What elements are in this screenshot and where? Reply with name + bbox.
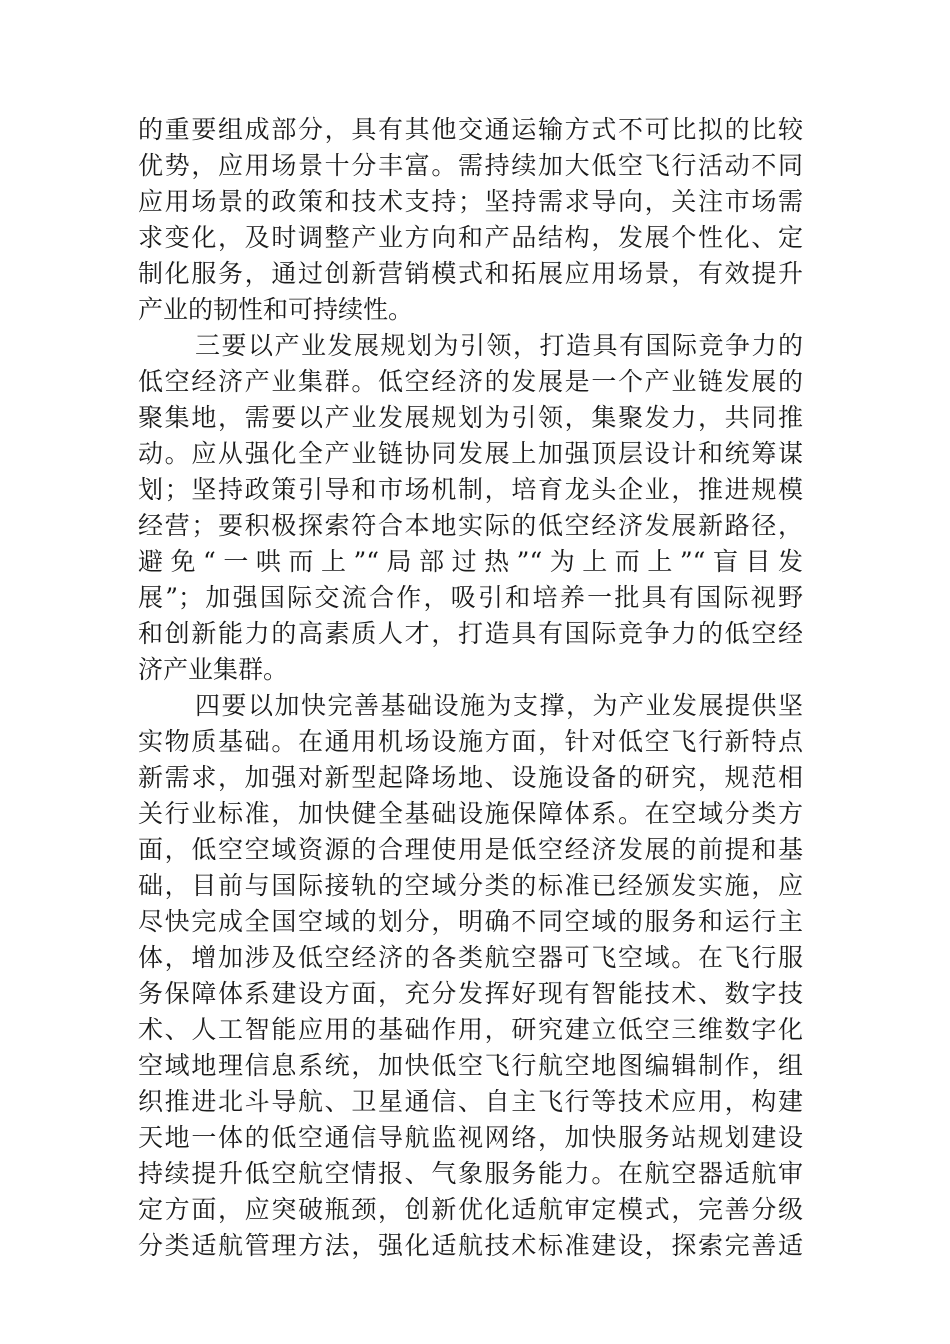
text-line: 经营；要积极探索符合本地实际的低空经济发展新路径， [138,511,803,540]
text-line: 体，增加涉及低空经济的各类航空器可飞空域。在飞行服 [138,943,803,972]
text-line: 关行业标准，加快健全基础设施保障体系。在空域分类方 [138,799,803,828]
text-line: 定方面，应突破瓶颈，创新优化适航审定模式，完善分级 [138,1195,803,1224]
text-line: 动。应从强化全产业链协同发展上加强顶层设计和统筹谋 [138,439,803,468]
text-line: 低空经济产业集群。低空经济的发展是一个产业链发展的 [138,367,803,396]
text-line: 济产业集群。 [138,655,289,684]
paragraph-first-line: 三要以产业发展规划为引领，打造具有国际竞争力的 [195,331,803,360]
text-line: 面，低空空域资源的合理使用是低空经济发展的前提和基 [138,835,803,864]
text-line: 展”；加强国际交流合作，吸引和培养一批具有国际视野 [138,583,803,612]
text-line: 的重要组成部分，具有其他交通运输方式不可比拟的比较 [138,115,803,144]
text-line: 聚集地，需要以产业发展规划为引领，集聚发力，共同推 [138,403,803,432]
text-line: 避免“一哄而上”“局部过热”“为上而上”“盲目发 [138,547,803,576]
text-line: 产业的韧性和可持续性。 [138,295,414,324]
text-line: 织推进北斗导航、卫星通信、自主飞行等技术应用，构建 [138,1087,803,1116]
text-line: 优势，应用场景十分丰富。需持续加大低空飞行活动不同 [138,151,803,180]
text-line: 应用场景的政策和技术支持；坚持需求导向，关注市场需 [138,187,803,216]
text-line: 空域地理信息系统，加快低空飞行航空地图编辑制作，组 [138,1051,803,1080]
text-line: 持续提升低空航空情报、气象服务能力。在航空器适航审 [138,1159,803,1188]
text-line: 制化服务，通过创新营销模式和拓展应用场景，有效提升 [138,259,803,288]
text-line: 实物质基础。在通用机场设施方面，针对低空飞行新特点 [138,727,803,756]
text-line: 分类适航管理方法，强化适航技术标准建设，探索完善适 [138,1231,803,1260]
text-line: 新需求，加强对新型起降场地、设施设备的研究，规范相 [138,763,803,792]
text-line: 天地一体的低空通信导航监视网络，加快服务站规划建设 [138,1123,803,1152]
text-line: 术、人工智能应用的基础作用，研究建立低空三维数字化 [138,1015,803,1044]
text-line: 务保障体系建设方面，充分发挥好现有智能技术、数字技 [138,979,803,1008]
text-line: 划；坚持政策引导和市场机制，培育龙头企业，推进规模 [138,475,803,504]
text-line: 尽快完成全国空域的划分，明确不同空域的服务和运行主 [138,907,803,936]
text-line: 础，目前与国际接轨的空域分类的标准已经颁发实施，应 [138,871,803,900]
paragraph-first-line: 四要以加快完善基础设施为支撑，为产业发展提供坚 [195,691,803,720]
text-line: 和创新能力的高素质人才，打造具有国际竞争力的低空经 [138,619,803,648]
text-line: 求变化，及时调整产业方向和产品结构，发展个性化、定 [138,223,803,252]
